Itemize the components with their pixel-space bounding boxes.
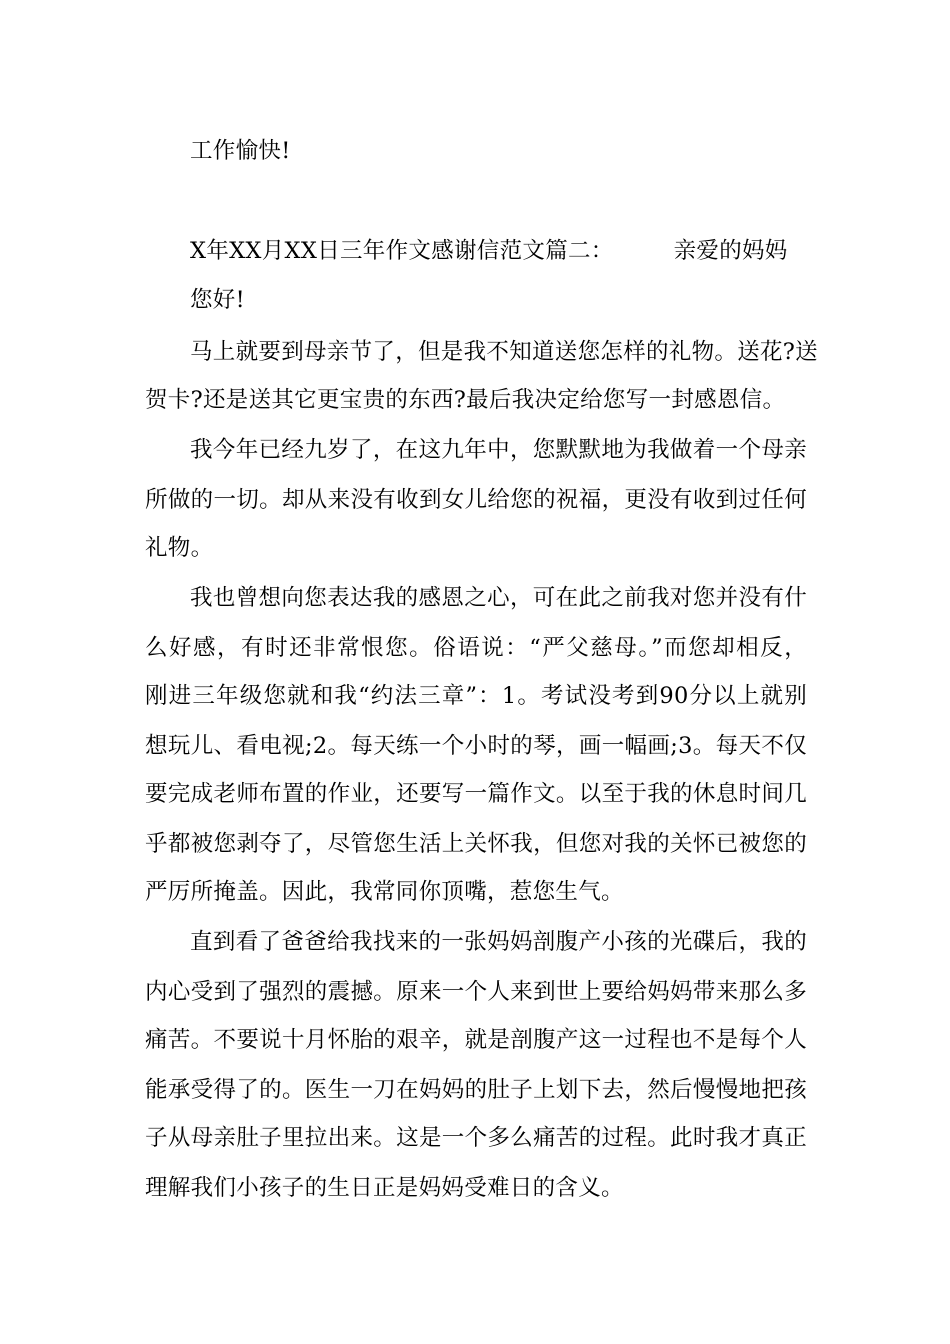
paragraph-line: 子从母亲肚子里拉出来。这是一个多么痛苦的过程。此时我才真正 <box>145 1125 807 1151</box>
paragraph-line: 想玩儿、看电视;2。每天练一个小时的琴，画一幅画;3。每天不仅 <box>145 733 807 759</box>
date-and-title: X年XX月XX日三年作文感谢信范文篇二： <box>190 238 614 264</box>
paragraph-line: 所做的一切。却从来没有收到女儿给您的祝福，更没有收到过任何 <box>145 487 807 513</box>
paragraph-line: 乎都被您剥夺了，尽管您生活上关怀我，但您对我的关怀已被您的 <box>145 831 807 857</box>
paragraph-line: 贺卡?还是送其它更宝贵的东西?最后我决定给您写一封感恩信。 <box>145 387 786 413</box>
paragraph-line: 要完成老师布置的作业，还要写一篇作文。以至于我的休息时间几 <box>145 781 807 807</box>
closing-line: 工作愉快! <box>190 138 291 164</box>
paragraph-line: 内心受到了强烈的震撼。原来一个人来到世上要给妈妈带来那么多 <box>145 979 807 1005</box>
paragraph-line: 我今年已经九岁了，在这九年中，您默默地为我做着一个母亲 <box>190 437 807 463</box>
paragraph-line: 严厉所掩盖。因此，我常同你顶嘴，惹您生气。 <box>145 879 624 905</box>
greeting-line: 您好! <box>190 287 245 313</box>
paragraph-line: 直到看了爸爸给我找来的一张妈妈剖腹产小孩的光碟后，我的 <box>190 929 807 955</box>
paragraph-line: 理解我们小孩子的生日正是妈妈受难日的含义。 <box>145 1175 624 1201</box>
paragraph-line: 马上就要到母亲节了，但是我不知道送您怎样的礼物。送花?送 <box>190 339 818 365</box>
paragraph-line: 么好感，有时还非常恨您。俗语说：“严父慈母。”而您却相反， <box>145 635 807 661</box>
title-line <box>190 236 855 266</box>
paragraph-line: 痛苦。不要说十月怀胎的艰辛，就是剖腹产这一过程也不是每个人 <box>145 1027 807 1053</box>
salutation: 亲爱的妈妈 <box>673 238 788 264</box>
paragraph-line: 我也曾想向您表达我的感恩之心，可在此之前我对您并没有什 <box>190 585 807 611</box>
paragraph-line: 能承受得了的。医生一刀在妈妈的肚子上划下去，然后慢慢地把孩 <box>145 1077 807 1103</box>
paragraph-line: 刚进三年级您就和我“约法三章”：1。考试没考到90分以上就别 <box>145 683 807 709</box>
paragraph-line: 礼物。 <box>145 535 214 561</box>
